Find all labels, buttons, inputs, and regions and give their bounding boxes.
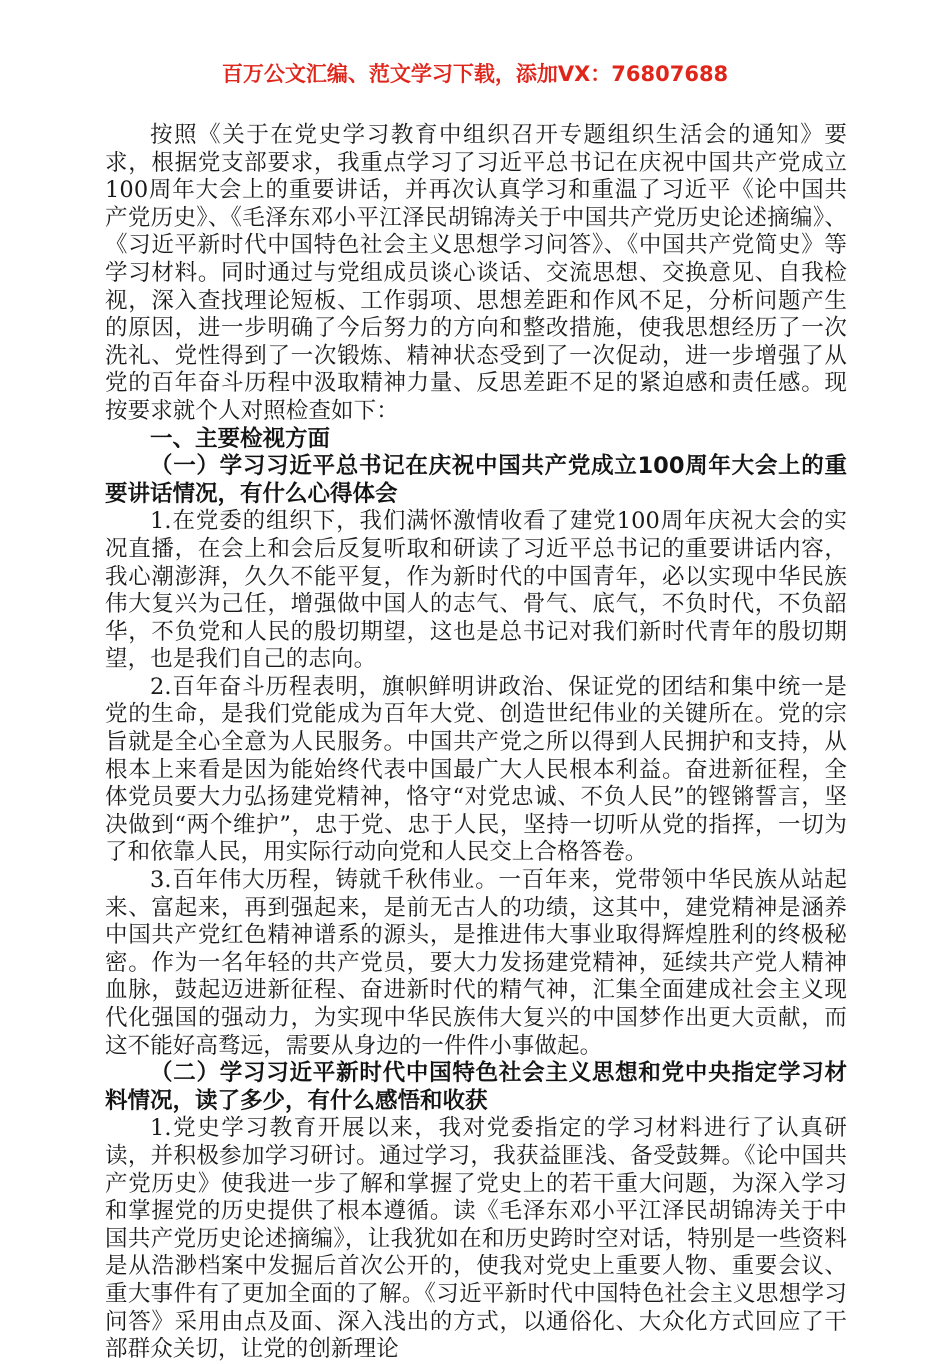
document-body — [105, 122, 847, 1364]
watermark-promo-text: 百万公文汇编、范文学习下载，添加VX：76807688 — [221, 62, 729, 86]
section-one-item-1: 1.在党委的组织下，我们满怀激情收看了建党100周年庆祝大会的实况直播，在会上和会后反复听取和研读了习近平总书记的重要讲话内容，我心潮澎湃，久久不能平复，作为新时代的中国青年，必以实现中华民族伟大复兴为己任，增强做中国人的志气、骨气、底气，不负时代，不负韶华，不负党和人民的殷切期望，这也是总书记对我们新时代青年的殷切期望，也是我们自己的志向。 — [105, 508, 847, 673]
section-one-item-3: 3.百年伟大历程，铸就千秋伟业。一百年来，党带领中华民族从站起来、富起来，再到强起来，是前无古人的功绩，这其中，建党精神是涵养中国共产党红色精神谱系的源头，是推进伟大事业取得辉煌胜利的终极秘密。作为一名年轻的共产党员，要大力发扬建党精神，延续共产党人精神血脉，鼓起迈进新征程、奋进新时代的精气神，汇集全面建成社会主义现代化强国的强动力，为实现中华民族伟大复兴的中国梦作出更大贡献，而这不能好高骛远，需要从身边的一件件小事做起。 — [105, 867, 847, 1059]
intro-paragraph: 按照《关于在党史学习教育中组织召开专题组织生活会的通知》要求，根据党支部要求，我重点学习了习近平总书记在庆祝中国共产党成立100周年大会上的重要讲话，并再次认真学习和重温了习近平《论中国共产党历史》、《毛泽东邓小平江泽民胡锦涛关于中国共产党历史论述摘编》、《习近平新时代中国特色社会主义思想学习问答》、《中国共产党简史》等学习材料。同时通过与党组成员谈心谈话、交流思想、交换意见、自我检视，深入查找理论短板、工作弱项、思想差距和作风不足，分析问题产生的原因，进一步明确了今后努力的方向和整改措施，使我思想经历了一次洗礼、党性得到了一次锻炼、精神状态受到了一次促动，进一步增强了从党的百年奋斗历程中汲取精神力量、反思差距不足的紧迫感和责任感。现按要求就个人对照检查如下： — [105, 122, 847, 424]
section-one-item-2: 2.百年奋斗历程表明，旗帜鲜明讲政治、保证党的团结和集中统一是党的生命，是我们党能成为百年大党、创造世纪伟业的关键所在。党的宗旨就是全心全意为人民服务。中国共产党之所以得到人民拥护和支持，从根本上来看是因为能始终代表中国最广大人民根本利益。奋进新征程，全体党员要大力弘扬建党精神，恪守“对党忠诚、不负人民”的铿锵誓言，坚决做到“两个维护”，忠于党、忠于人民，坚持一切听从党的指挥，一切为了和依靠人民，用实际行动向党和人民交上合格答卷。 — [105, 673, 847, 866]
section-two-item-1: 1.党史学习教育开展以来，我对党委指定的学习材料进行了认真研读，并积极参加学习研讨。通过学习，我获益匪浅、备受鼓舞。《论中国共产党历史》使我进一步了解和掌握了党史上的若干重大问题，为深入学习和掌握党的历史提供了根本遵循。读《毛泽东邓小平江泽民胡锦涛关于中国共产党历史论述摘编》，让我犹如在和历史跨时空对话，特别是一些资料是从浩渺档案中发掘后首次公开的，使我对党史上重要人物、重要会议、重大事件有了更加全面的了解。《习近平新时代中国特色社会主义思想学习问答》采用由点及面、深入浅出的方式，以通俗化、大众化方式回应了干部群众关切，让党的创新理论 — [105, 1115, 847, 1363]
heading-section-one: （一）学习习近平总书记在庆祝中国共产党成立100周年大会上的重要讲话情况，有什么心得体会 — [105, 453, 847, 507]
heading-section-two: （二）学习习近平新时代中国特色社会主义思想和党中央指定学习材料情况，读了多少，有什么感悟和收获 — [105, 1060, 847, 1114]
heading-level-1: 一、主要检视方面 — [150, 425, 331, 452]
